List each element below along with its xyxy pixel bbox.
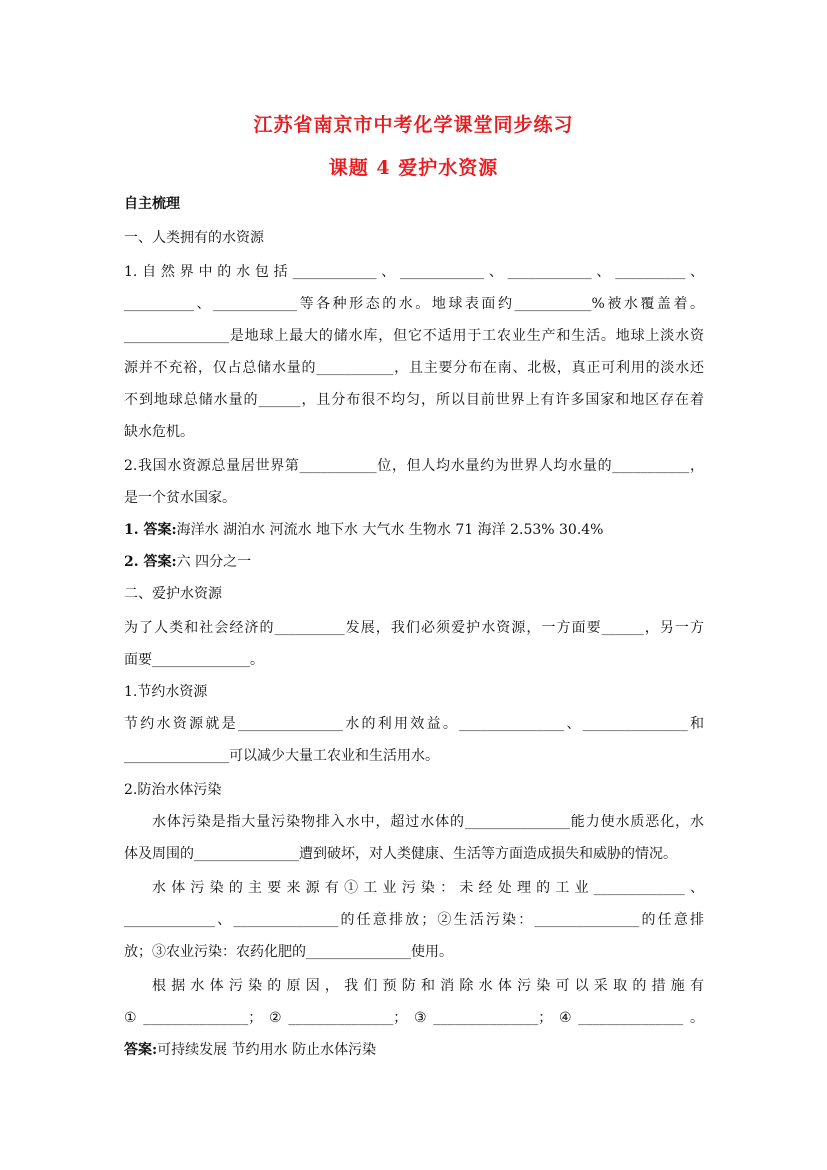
q1-line-4: 源并不充裕，仅占总储水量的___________，且主要分布在南、北极，真正可利用的淡水还: [124, 360, 704, 376]
sub2-p3-line-2: ①_______________；②_______________；③_______________；④_______________。: [124, 1010, 704, 1026]
sub2-p2-line-3: 放；③农业污染：农药化肥的_______________使用。: [124, 944, 453, 960]
answer-3: [124, 1040, 704, 1060]
q1-line-2: __________、____________等各种形态的水。地球表面约___________%被水覆盖着。: [124, 296, 704, 312]
section1-title: 一、人类拥有的水资源: [124, 230, 264, 246]
answer-1-text: 海洋水 湖泊水 河流水 地下水 大气水 生物水 71 海洋 2.53% 30.4%: [176, 522, 604, 538]
answer-1: [124, 520, 704, 540]
q1-line-6: 缺水危机。: [124, 424, 194, 440]
heading-self-review: 自主梳理: [124, 196, 180, 212]
lesson-title: 课题 4 爱护水资源: [328, 157, 499, 179]
page-title: 江苏省南京市中考化学课堂同步练习: [253, 114, 574, 136]
q2-line-1: 2.我国水资源总量居世界第___________位，但人均水量约为世界人均水量的___________，: [124, 458, 704, 474]
section2-line-1: 为了人类和社会经济的__________发展，我们必须爱护水资源，一方面要______，另一方: [124, 620, 704, 636]
sub1-line-1: 节约水资源就是_______________水的利用效益。_______________、_______________和: [124, 716, 704, 732]
answer-2-text: 六 四分之一: [176, 554, 252, 570]
sub1-line-2: _______________可以减少大量工农业和生活用水。: [124, 748, 439, 764]
section2-title: 二、爱护水资源: [124, 586, 222, 602]
answer-3-label: 答案:: [124, 1042, 158, 1058]
sub2-p3-line-1: 根据水体污染的原因，我们预防和消除水体污染可以采取的措施有: [152, 978, 704, 994]
sub1-title: 1.节约水资源: [124, 684, 208, 700]
q1-line-3: _______________是地球上最大的储水库，但它不适用于工农业生产和生活。地球上淡水资: [124, 328, 704, 344]
answer-1-label: 1. 答案:: [124, 522, 177, 538]
sub2-p2-line-1: 水体污染的主要来源有①工业污染：未经处理的工业_____________、: [152, 880, 704, 896]
q2-line-2: 是一个贫水国家。: [124, 490, 236, 506]
sub2-p1-line-1: 水体污染是指大量污染物排入水中，超过水体的_______________能力使水质恶化，水: [152, 814, 704, 830]
answer-2-label: 2. 答案:: [124, 554, 177, 570]
sub2-p2-line-2: _____________、_______________的任意排放；②生活污染：_______________的任意排: [124, 912, 704, 928]
q1-line-5: 不到地球总储水量的______，且分布很不均匀，所以目前世界上有许多国家和地区存在着: [124, 392, 704, 408]
answer-2: [124, 552, 704, 572]
q1-line-1: 1.自然界中的水包括____________、____________、____________、__________、: [124, 264, 704, 280]
sub2-p1-line-2: 体及周围的_______________遭到破坏，对人类健康、生活等方面造成损失和威胁的情况。: [124, 846, 677, 862]
answer-3-text: 可持续发展 节约用水 防止水体污染: [157, 1042, 377, 1058]
section2-line-2: 面要______________。: [124, 652, 264, 668]
sub2-title: 2.防治水体污染: [124, 782, 222, 798]
